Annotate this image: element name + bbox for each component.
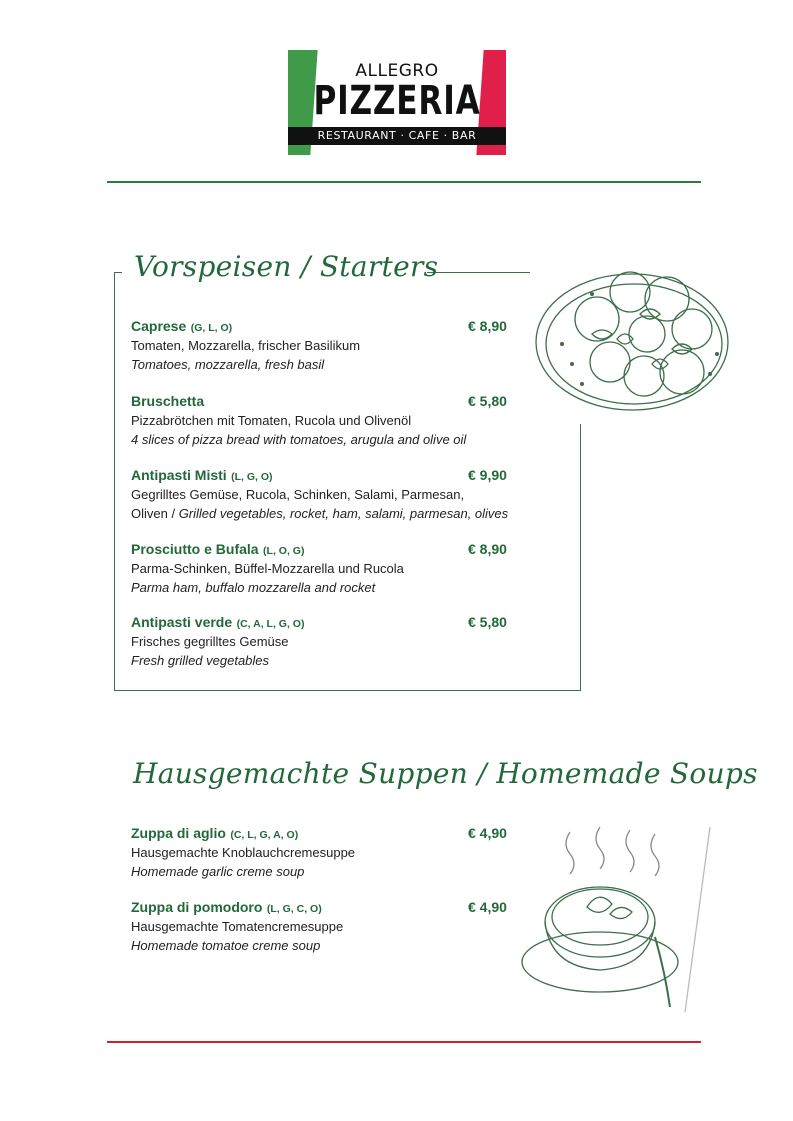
item-price: € 4,90 [468,825,507,841]
item-description-en: Fresh grilled vegetables [131,653,270,668]
item-name: Antipasti verde [131,614,233,630]
item-price: € 5,80 [468,614,507,630]
item-price: € 8,90 [468,541,507,557]
item-allergens: (C, L, G, A, O) [230,829,299,841]
item-name: Zuppa di pomodoro [131,899,263,915]
item-name: Prosciutto e Bufala [131,541,259,557]
item-description-en: Homemade garlic creme soup [131,864,305,879]
menu-item-antipasti-verde [131,613,576,670]
menu-item-zuppa-di-pomodoro [131,898,576,955]
menu-item-antipasti-misti [131,466,576,523]
bottom-divider [107,1041,701,1043]
item-description-de: Parma-Schinken, Büffel-Mozzarella und Rucola [131,561,404,576]
item-description-en: Homemade tomatoe creme soup [131,938,321,953]
logo-top-text: ALLEGRO [355,61,439,81]
starters-title: Vorspeisen / Starters [134,250,439,283]
menu-item-bruschetta [131,392,576,449]
item-description-de: Pizzabrötchen mit Tomaten, Rucola und Olivenöl [131,413,412,428]
item-description-de-cont: Oliven / [131,506,179,521]
item-allergens: (L, G, C, O) [266,903,322,915]
item-description-en: Grilled vegetables, rocket, ham, salami, parmesan, olives [178,506,509,521]
item-allergens: (L, G, O) [231,471,273,483]
item-description-de: Frisches gegrilltes Gemüse [131,634,289,649]
item-description-de: Hausgemachte Tomatencremesuppe [131,919,344,934]
item-allergens: (C, A, L, G, O) [236,618,305,630]
item-description-en: Parma ham, buffalo mozzarella and rocket [131,580,376,595]
item-name: Caprese [131,318,187,334]
menu-item-zuppa-di-aglio [131,824,576,881]
item-description-de: Tomaten, Mozzarella, frischer Basilikum [131,338,361,353]
soups-title: Hausgemachte Suppen / Homemade Soups [133,757,758,790]
item-price: € 4,90 [468,899,507,915]
item-description-en: 4 slices of pizza bread with tomatoes, arugula and olive oil [131,432,467,447]
logo-bar-text: RESTAURANT · CAFE · BAR [288,127,506,145]
item-description-de: Hausgemachte Knoblauchcremesuppe [131,845,356,860]
item-price: € 5,80 [468,393,507,409]
item-name: Bruschetta [131,393,205,409]
item-price: € 8,90 [468,318,507,334]
menu-item-caprese [131,317,576,374]
item-name: Antipasti Misti [131,467,227,483]
item-price: € 9,90 [468,467,507,483]
top-divider [107,181,701,183]
restaurant-logo [288,50,506,155]
item-description-de: Gegrilltes Gemüse, Rucola, Schinken, Salami, Parmesan, [131,487,465,502]
item-description-en: Tomatoes, mozzarella, fresh basil [131,357,325,372]
item-name: Zuppa di aglio [131,825,226,841]
item-allergens: (G, L, O) [190,322,233,334]
starters-title-line [428,272,530,273]
item-allergens: (L, O, G) [263,545,305,557]
menu-item-prosciutto-e-bufala [131,540,576,597]
logo-main-text: PIZZERIA [313,78,481,124]
